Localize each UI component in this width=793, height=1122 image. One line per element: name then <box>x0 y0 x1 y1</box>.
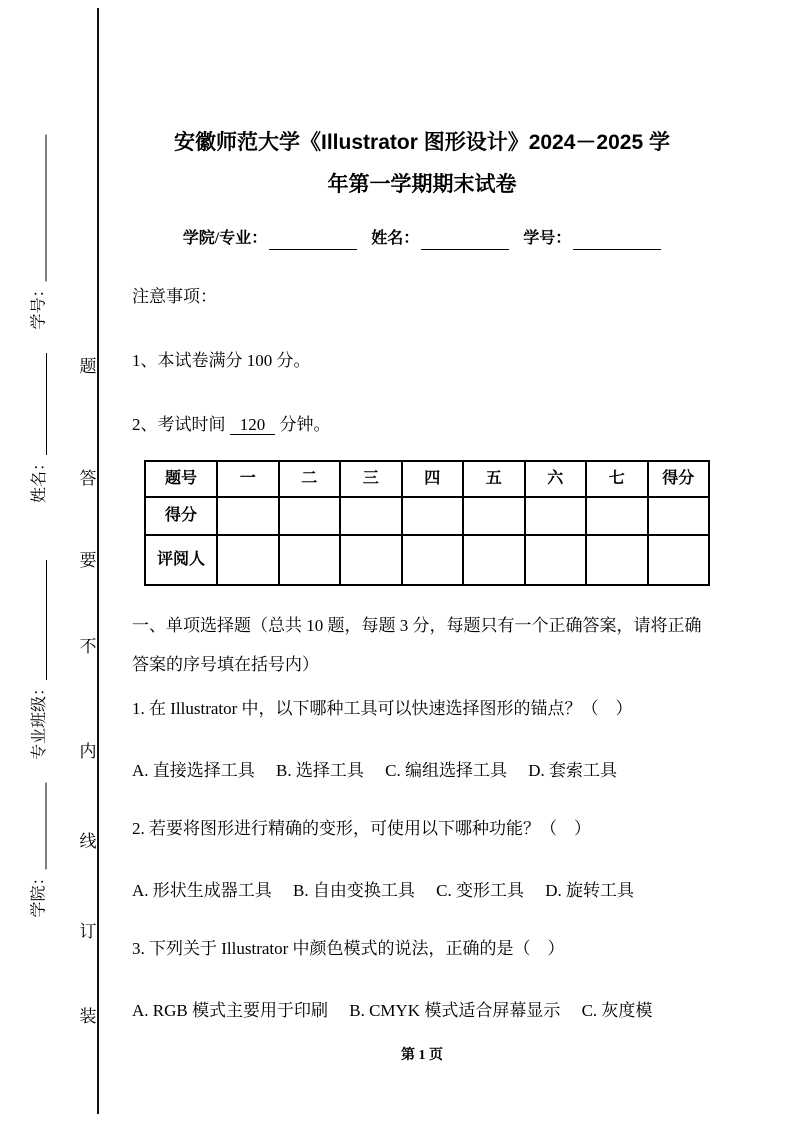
score-table-empty-cell <box>402 497 464 535</box>
score-table-empty-cell <box>648 535 710 585</box>
score-table-row-label: 得分 <box>145 497 217 535</box>
notice-item-2 <box>132 412 712 438</box>
margin-field-college-label: 学院： <box>30 869 48 918</box>
score-table-header-cell: 四 <box>402 461 464 497</box>
margin-field-name <box>29 353 51 503</box>
score-table-empty-cell <box>279 535 341 585</box>
score-table-header-cell: 一 <box>217 461 279 497</box>
binding-slogan-char: 订 <box>79 922 97 941</box>
margin-field-major-class <box>29 560 51 760</box>
score-table-header-cell: 六 <box>525 461 587 497</box>
score-table-header-cell: 七 <box>586 461 648 497</box>
page-title-line-2: 年第一学期期末试卷 <box>327 173 517 196</box>
score-table-empty-cell <box>525 497 587 535</box>
notice-item-1: 1、本试卷满分 100 分。 <box>132 351 311 370</box>
binding-slogan-char: 答 <box>79 469 97 488</box>
info-field-college-major-blank <box>269 232 357 250</box>
score-table-row-label: 评阅人 <box>145 535 217 585</box>
score-table-header-cell: 二 <box>279 461 341 497</box>
score-table-empty-cell <box>340 497 402 535</box>
margin-field-name-label: 姓名： <box>31 454 48 503</box>
score-table-header-row <box>145 461 709 497</box>
question-2-options: A. 形状生成器工具 B. 自由变换工具 C. 变形工具 D. 旋转工具 <box>132 881 634 900</box>
score-table-empty-cell <box>463 497 525 535</box>
score-table-empty-cell <box>402 535 464 585</box>
binding-slogan-char: 不 <box>79 637 97 656</box>
section-heading: 一、单项选择题（总共 10 题，每题 3 分，每题只有一个正确答案，请将正确答案的序号填在括号内） <box>132 616 702 674</box>
margin-field-college-blank <box>46 783 47 870</box>
margin-field-student-id <box>29 135 51 330</box>
exam-content <box>132 122 712 1056</box>
score-table-empty-cell <box>586 497 648 535</box>
score-table-header-cell: 得分 <box>648 461 710 497</box>
question-2-text: 2. 若要将图形进行精确的变形，可使用以下哪种功能？（ ） <box>132 819 591 838</box>
binding-slogan-char: 题 <box>79 357 97 376</box>
info-field-college-major <box>183 228 357 250</box>
score-table-empty-cell <box>525 535 587 585</box>
info-field-name <box>371 228 509 250</box>
binding-slogan-char: 要 <box>79 551 97 570</box>
info-field-name-blank <box>421 232 509 250</box>
margin-field-name-blank <box>46 353 47 455</box>
score-table-empty-cell <box>217 497 279 535</box>
margin-field-major-class-blank <box>46 560 47 680</box>
score-table-header-cell: 题号 <box>145 461 217 497</box>
question-1-text: 1. 在 Illustrator 中，以下哪种工具可以快速选择图形的锚点？（ ） <box>132 699 633 718</box>
question-3-text: 3. 下列关于 Illustrator 中颜色模式的说法，正确的是（ ） <box>132 939 565 958</box>
info-field-student-id-blank <box>573 232 661 250</box>
info-field-name-label: 姓名： <box>371 230 420 247</box>
score-table-header-cell: 三 <box>340 461 402 497</box>
notice-item-2-prefix: 2、考试时间 <box>132 415 226 434</box>
info-field-student-id <box>523 228 661 250</box>
margin-field-student-id-label: 学号： <box>30 281 48 330</box>
page-title-line-1: 安徽师范大学《Illustrator 图形设计》2024－2025 学 <box>174 131 670 154</box>
binding-slogan-char: 装 <box>79 1007 97 1026</box>
score-table-header-cell: 五 <box>463 461 525 497</box>
binding-slogan-char: 线 <box>79 832 97 851</box>
score-table-empty-cell <box>340 535 402 585</box>
score-table-row-score <box>145 497 709 535</box>
info-field-student-id-label: 学号： <box>523 230 572 247</box>
page-title <box>132 122 712 206</box>
score-table-empty-cell <box>279 497 341 535</box>
notice-item-2-suffix: 分钟。 <box>279 415 331 434</box>
score-table-empty-cell <box>463 535 525 585</box>
margin-field-major-class-label: 专业班级： <box>31 679 48 760</box>
notice-heading: 注意事项： <box>132 287 217 306</box>
exam-duration-value: 120 <box>230 415 276 435</box>
question-3-options: A. RGB 模式主要用于印刷 B. CMYK 模式适合屏幕显示 C. 灰度模 <box>132 1001 653 1020</box>
score-table <box>144 460 710 586</box>
score-table-row-grader <box>145 535 709 585</box>
binding-slogan-char: 内 <box>79 742 97 761</box>
score-table-empty-cell <box>648 497 710 535</box>
question-1-options: A. 直接选择工具 B. 选择工具 C. 编组选择工具 D. 套索工具 <box>132 761 617 780</box>
student-info-line <box>132 228 712 250</box>
info-field-college-major-label: 学院/专业： <box>182 230 268 247</box>
score-table-empty-cell <box>217 535 279 585</box>
margin-field-student-id-blank <box>46 135 47 282</box>
page-footer: 第 1 页 <box>401 1048 443 1063</box>
margin-field-college <box>29 783 51 918</box>
score-table-empty-cell <box>586 535 648 585</box>
